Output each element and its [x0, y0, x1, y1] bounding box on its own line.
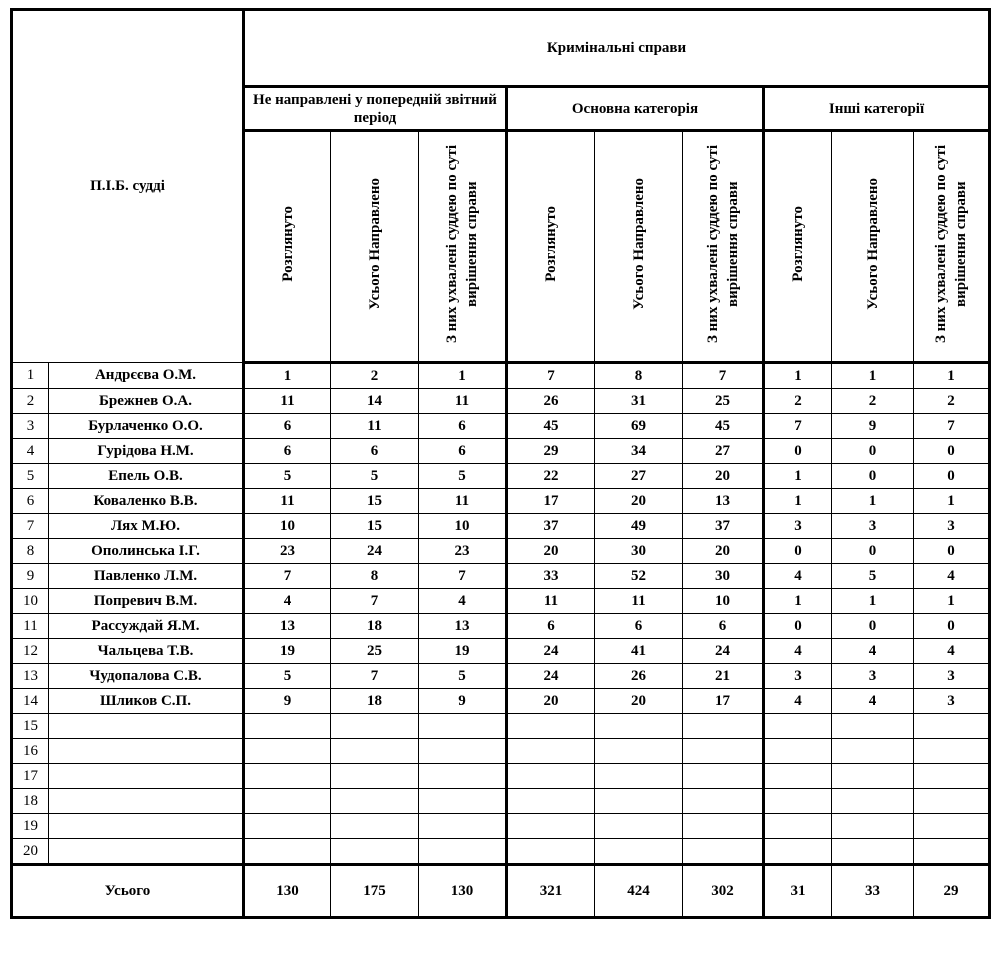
case-count-cell: 29 — [507, 439, 595, 464]
case-count-cell — [331, 814, 419, 839]
case-count-cell: 22 — [507, 464, 595, 489]
case-count-cell — [683, 814, 764, 839]
row-number: 14 — [12, 689, 49, 714]
judge-name: Павленко Л.М. — [49, 564, 244, 589]
case-count-cell — [331, 764, 419, 789]
case-count-cell — [764, 739, 832, 764]
case-count-cell — [832, 714, 914, 739]
case-count-cell: 27 — [595, 464, 683, 489]
case-count-cell — [764, 764, 832, 789]
case-count-cell: 3 — [764, 514, 832, 539]
case-count-cell: 15 — [331, 514, 419, 539]
case-count-cell: 7 — [244, 564, 331, 589]
case-count-cell: 6 — [683, 614, 764, 639]
judge-name — [49, 789, 244, 814]
case-count-cell — [331, 739, 419, 764]
case-count-cell: 5 — [244, 664, 331, 689]
case-count-cell: 10 — [244, 514, 331, 539]
case-count-cell: 20 — [683, 539, 764, 564]
judge-name — [49, 714, 244, 739]
case-count-cell: 0 — [914, 539, 990, 564]
table-row — [12, 489, 990, 514]
case-count-cell: 11 — [419, 489, 507, 514]
case-count-cell: 3 — [914, 689, 990, 714]
group-other-categories — [764, 87, 990, 131]
table-row — [12, 564, 990, 589]
case-count-cell: 17 — [683, 689, 764, 714]
case-count-cell: 23 — [244, 539, 331, 564]
case-count-cell: 19 — [419, 639, 507, 664]
judge-name: Попревич В.М. — [49, 589, 244, 614]
total-value: 424 — [595, 865, 683, 918]
subheader-cell — [331, 131, 419, 363]
table-row — [12, 539, 990, 564]
case-count-cell — [595, 839, 683, 865]
case-count-cell: 24 — [507, 664, 595, 689]
judge-name: Лях М.Ю. — [49, 514, 244, 539]
case-count-cell: 23 — [419, 539, 507, 564]
judge-name: Гурідова Н.М. — [49, 439, 244, 464]
case-count-cell — [419, 814, 507, 839]
table-row — [12, 439, 990, 464]
case-count-cell: 4 — [764, 564, 832, 589]
case-count-cell: 2 — [832, 389, 914, 414]
total-value: 33 — [832, 865, 914, 918]
table-row — [12, 414, 990, 439]
row-number: 2 — [12, 389, 49, 414]
case-count-cell — [331, 789, 419, 814]
case-count-cell: 20 — [595, 689, 683, 714]
case-count-cell: 4 — [914, 639, 990, 664]
table-row — [12, 714, 990, 739]
case-count-cell: 6 — [507, 614, 595, 639]
row-number: 3 — [12, 414, 49, 439]
table-row — [12, 614, 990, 639]
case-count-cell: 5 — [419, 464, 507, 489]
case-count-cell — [507, 739, 595, 764]
judge-name — [49, 839, 244, 865]
row-number: 10 — [12, 589, 49, 614]
subheader-label: З них ухвалені суддею по суті вирішення справи — [704, 144, 741, 344]
total-value: 175 — [331, 865, 419, 918]
case-count-cell: 13 — [683, 489, 764, 514]
case-count-cell: 0 — [764, 539, 832, 564]
case-count-cell: 4 — [832, 639, 914, 664]
subheader-label: Усього Направлено — [864, 178, 881, 310]
case-count-cell: 6 — [331, 439, 419, 464]
case-count-cell: 19 — [244, 639, 331, 664]
case-count-cell: 26 — [595, 664, 683, 689]
case-count-cell — [244, 764, 331, 789]
group-label: Інші категорії — [828, 100, 925, 117]
row-number: 5 — [12, 464, 49, 489]
case-count-cell: 20 — [683, 464, 764, 489]
case-count-cell: 4 — [764, 639, 832, 664]
case-count-cell — [244, 739, 331, 764]
case-count-cell: 6 — [595, 614, 683, 639]
case-count-cell: 3 — [832, 514, 914, 539]
case-count-cell: 18 — [331, 689, 419, 714]
row-number: 9 — [12, 564, 49, 589]
row-number: 6 — [12, 489, 49, 514]
case-count-cell — [595, 814, 683, 839]
judge-name: Чудопалова С.В. — [49, 664, 244, 689]
subheader-cell — [832, 131, 914, 363]
case-count-cell: 9 — [832, 414, 914, 439]
judge-name: Шликов С.П. — [49, 689, 244, 714]
case-count-cell: 9 — [419, 689, 507, 714]
case-count-cell: 45 — [507, 414, 595, 439]
case-count-cell — [244, 714, 331, 739]
total-value: 31 — [764, 865, 832, 918]
case-count-cell: 4 — [764, 689, 832, 714]
case-count-cell — [419, 789, 507, 814]
group-main-category — [507, 87, 764, 131]
case-count-cell: 20 — [595, 489, 683, 514]
case-count-cell: 3 — [764, 664, 832, 689]
case-count-cell: 14 — [331, 389, 419, 414]
subheader-label: Усього Направлено — [366, 178, 383, 310]
case-count-cell: 7 — [331, 589, 419, 614]
table-row — [12, 839, 990, 865]
case-count-cell — [914, 714, 990, 739]
case-count-cell: 2 — [914, 389, 990, 414]
case-count-cell: 0 — [914, 614, 990, 639]
case-count-cell — [419, 839, 507, 865]
case-count-cell: 41 — [595, 639, 683, 664]
case-count-cell: 7 — [419, 564, 507, 589]
judge-name — [49, 739, 244, 764]
subheader-cell — [914, 131, 990, 363]
criminal-cases-title — [244, 10, 990, 87]
case-count-cell — [914, 764, 990, 789]
case-count-cell — [764, 789, 832, 814]
subheader-label: Розглянуто — [543, 206, 559, 282]
subheader-cell — [244, 131, 331, 363]
case-count-cell: 1 — [764, 489, 832, 514]
case-count-cell: 4 — [832, 689, 914, 714]
case-count-cell: 52 — [595, 564, 683, 589]
case-count-cell: 25 — [683, 389, 764, 414]
case-count-cell — [832, 789, 914, 814]
case-count-cell: 24 — [331, 539, 419, 564]
table-row — [12, 739, 990, 764]
judge-name-header-label: П.І.Б. судді — [90, 178, 165, 194]
case-count-cell: 20 — [507, 539, 595, 564]
case-count-cell — [683, 839, 764, 865]
case-count-cell: 10 — [419, 514, 507, 539]
case-count-cell: 7 — [683, 363, 764, 389]
case-count-cell — [595, 789, 683, 814]
case-count-cell — [595, 764, 683, 789]
case-count-cell — [507, 764, 595, 789]
case-count-cell: 1 — [764, 589, 832, 614]
table-row — [12, 664, 990, 689]
case-count-cell: 7 — [507, 363, 595, 389]
case-count-cell: 4 — [244, 589, 331, 614]
case-count-cell: 8 — [595, 363, 683, 389]
case-count-cell — [595, 714, 683, 739]
case-count-cell: 37 — [683, 514, 764, 539]
subheader-label: Розглянуто — [790, 206, 806, 282]
case-count-cell: 1 — [419, 363, 507, 389]
judge-name — [49, 814, 244, 839]
judge-rows — [12, 363, 990, 865]
row-number: 1 — [12, 363, 49, 389]
case-count-cell: 0 — [832, 439, 914, 464]
judge-name: Андрєєва О.М. — [49, 363, 244, 389]
case-count-cell: 6 — [419, 414, 507, 439]
case-count-cell: 21 — [683, 664, 764, 689]
case-count-cell: 11 — [244, 489, 331, 514]
case-count-cell: 37 — [507, 514, 595, 539]
case-count-cell: 5 — [832, 564, 914, 589]
case-count-cell: 5 — [331, 464, 419, 489]
case-count-cell: 1 — [832, 363, 914, 389]
case-count-cell: 0 — [832, 614, 914, 639]
case-count-cell: 6 — [419, 439, 507, 464]
case-count-cell: 69 — [595, 414, 683, 439]
subheader-cell — [507, 131, 595, 363]
case-count-cell: 3 — [914, 514, 990, 539]
case-count-cell: 15 — [331, 489, 419, 514]
case-count-cell: 1 — [914, 489, 990, 514]
table-row — [12, 789, 990, 814]
table-row — [12, 639, 990, 664]
case-count-cell — [507, 714, 595, 739]
case-count-cell: 30 — [595, 539, 683, 564]
case-count-cell: 11 — [419, 389, 507, 414]
case-count-cell: 20 — [507, 689, 595, 714]
total-value: 29 — [914, 865, 990, 918]
case-count-cell — [832, 814, 914, 839]
case-count-cell — [832, 739, 914, 764]
case-count-cell: 1 — [764, 464, 832, 489]
case-count-cell: 0 — [914, 464, 990, 489]
case-count-cell: 9 — [244, 689, 331, 714]
case-count-cell: 6 — [244, 439, 331, 464]
case-count-cell — [914, 814, 990, 839]
case-count-cell — [595, 739, 683, 764]
total-value: 130 — [419, 865, 507, 918]
case-count-cell — [914, 789, 990, 814]
table-row — [12, 464, 990, 489]
case-count-cell: 18 — [331, 614, 419, 639]
case-count-cell: 0 — [832, 539, 914, 564]
case-count-cell: 7 — [764, 414, 832, 439]
criminal-cases-title-label: Кримінальні справи — [546, 39, 687, 56]
case-count-cell: 34 — [595, 439, 683, 464]
case-count-cell: 10 — [683, 589, 764, 614]
judge-name — [49, 764, 244, 789]
case-count-cell: 1 — [832, 589, 914, 614]
row-number: 17 — [12, 764, 49, 789]
judge-name-header — [12, 10, 244, 363]
row-number: 19 — [12, 814, 49, 839]
row-number: 18 — [12, 789, 49, 814]
total-value: 321 — [507, 865, 595, 918]
subheader-label: З них ухвалені суддею по суті вирішення справи — [444, 144, 480, 344]
case-count-cell: 1 — [244, 363, 331, 389]
case-count-cell: 5 — [244, 464, 331, 489]
case-count-cell: 0 — [764, 614, 832, 639]
case-count-cell — [244, 839, 331, 865]
table-row — [12, 514, 990, 539]
case-count-cell — [507, 839, 595, 865]
case-count-cell — [244, 814, 331, 839]
case-count-cell — [419, 764, 507, 789]
case-count-cell: 0 — [832, 464, 914, 489]
case-count-cell: 1 — [832, 489, 914, 514]
case-count-cell: 0 — [914, 439, 990, 464]
case-count-cell — [764, 839, 832, 865]
case-count-cell: 27 — [683, 439, 764, 464]
subheader-label: З них ухвалені суддею по суті вирішення справи — [933, 144, 969, 344]
case-count-cell: 24 — [683, 639, 764, 664]
subheader-cell — [764, 131, 832, 363]
row-number: 13 — [12, 664, 49, 689]
case-count-cell — [683, 739, 764, 764]
table-row — [12, 814, 990, 839]
case-count-cell: 49 — [595, 514, 683, 539]
subheader-cell — [419, 131, 507, 363]
total-value: 130 — [244, 865, 331, 918]
case-count-cell — [764, 714, 832, 739]
group-label: Не направлені у попередній звітний період — [253, 91, 497, 126]
total-row — [12, 865, 990, 918]
case-count-cell: 2 — [764, 389, 832, 414]
judge-name: Рассуждай Я.М. — [49, 614, 244, 639]
subheader-label: Розглянуто — [279, 206, 296, 282]
row-number: 15 — [12, 714, 49, 739]
judge-name: Епель О.В. — [49, 464, 244, 489]
case-count-cell: 17 — [507, 489, 595, 514]
case-count-cell: 11 — [331, 414, 419, 439]
case-count-cell — [832, 764, 914, 789]
case-count-cell — [764, 814, 832, 839]
case-count-cell: 30 — [683, 564, 764, 589]
case-count-cell — [914, 839, 990, 865]
case-count-cell: 25 — [331, 639, 419, 664]
case-count-cell: 13 — [244, 614, 331, 639]
case-count-cell — [419, 739, 507, 764]
case-count-cell — [331, 839, 419, 865]
case-count-cell: 1 — [764, 363, 832, 389]
table-row — [12, 363, 990, 389]
case-count-cell: 45 — [683, 414, 764, 439]
case-count-cell: 1 — [914, 363, 990, 389]
row-number: 16 — [12, 739, 49, 764]
case-count-cell — [419, 714, 507, 739]
case-count-cell: 8 — [331, 564, 419, 589]
case-count-cell — [244, 789, 331, 814]
case-count-cell — [832, 839, 914, 865]
total-value: 302 — [683, 865, 764, 918]
case-count-cell: 3 — [914, 664, 990, 689]
case-count-cell — [331, 714, 419, 739]
case-count-cell: 0 — [764, 439, 832, 464]
case-count-cell: 7 — [331, 664, 419, 689]
judge-name: Ополинська І.Г. — [49, 539, 244, 564]
subheader-cell — [683, 131, 764, 363]
row-number: 11 — [12, 614, 49, 639]
table-row — [12, 389, 990, 414]
total-label: Усього — [12, 865, 244, 918]
table-row — [12, 764, 990, 789]
case-count-cell: 13 — [419, 614, 507, 639]
case-count-cell: 5 — [419, 664, 507, 689]
case-count-cell — [683, 789, 764, 814]
case-count-cell: 4 — [419, 589, 507, 614]
case-count-cell — [507, 789, 595, 814]
case-count-cell — [507, 814, 595, 839]
row-number: 8 — [12, 539, 49, 564]
judge-name: Брежнев О.А. — [49, 389, 244, 414]
subheader-cell — [595, 131, 683, 363]
judge-name: Бурлаченко О.О. — [49, 414, 244, 439]
case-count-cell: 2 — [331, 363, 419, 389]
judge-name: Коваленко В.В. — [49, 489, 244, 514]
case-count-cell: 7 — [914, 414, 990, 439]
case-count-cell: 6 — [244, 414, 331, 439]
subheader-label: Усього Направлено — [630, 178, 647, 310]
criminal-cases-report-table — [10, 8, 991, 919]
row-number: 7 — [12, 514, 49, 539]
case-count-cell: 4 — [914, 564, 990, 589]
case-count-cell: 11 — [507, 589, 595, 614]
row-number: 12 — [12, 639, 49, 664]
case-count-cell: 26 — [507, 389, 595, 414]
judge-name: Чальцева Т.В. — [49, 639, 244, 664]
case-count-cell: 31 — [595, 389, 683, 414]
case-count-cell — [683, 764, 764, 789]
table-row — [12, 589, 990, 614]
case-count-cell: 11 — [244, 389, 331, 414]
case-count-cell: 24 — [507, 639, 595, 664]
case-count-cell — [914, 739, 990, 764]
group-not-sent-previous — [244, 87, 507, 131]
row-number: 4 — [12, 439, 49, 464]
case-count-cell: 3 — [832, 664, 914, 689]
table-row — [12, 689, 990, 714]
group-label: Основна категорія — [571, 100, 699, 117]
case-count-cell: 33 — [507, 564, 595, 589]
case-count-cell: 1 — [914, 589, 990, 614]
case-count-cell — [683, 714, 764, 739]
case-count-cell: 11 — [595, 589, 683, 614]
row-number: 20 — [12, 839, 49, 865]
